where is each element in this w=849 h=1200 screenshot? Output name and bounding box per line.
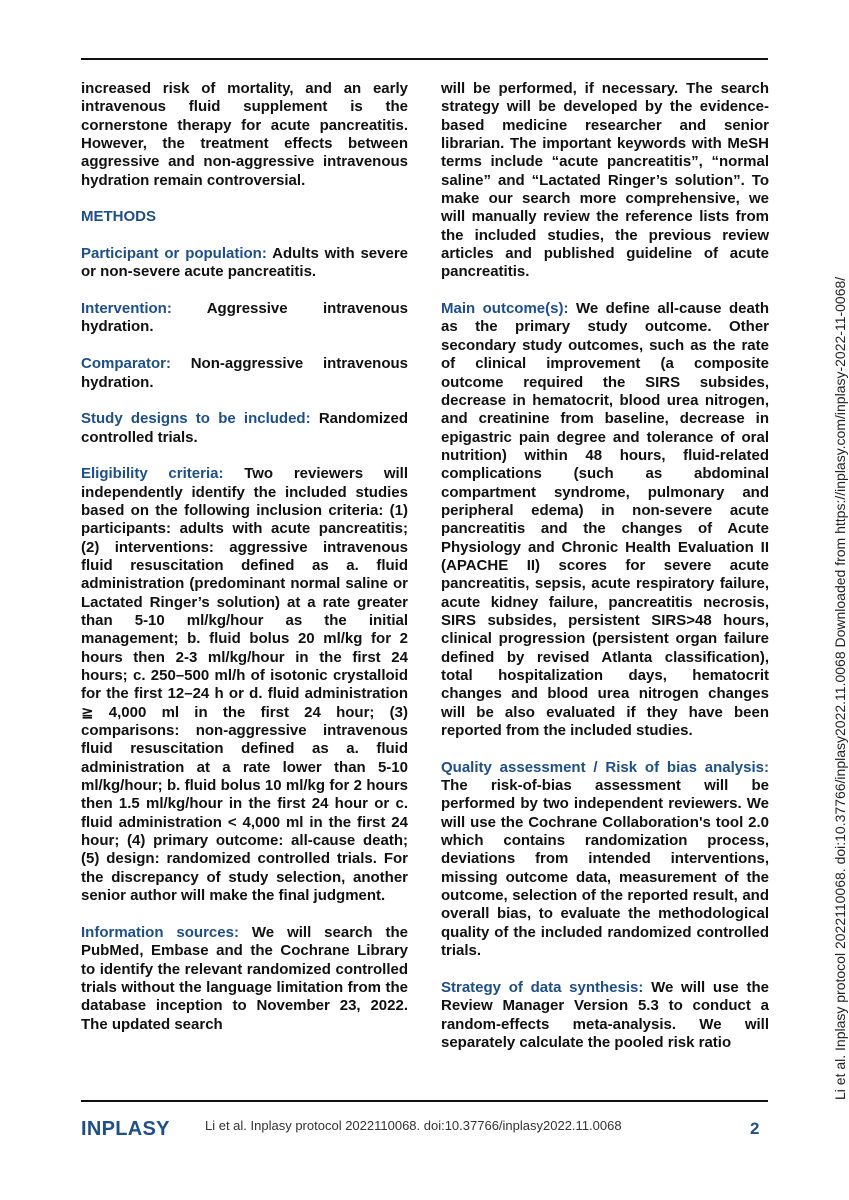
- intervention-section: [81, 300, 408, 337]
- information-section: [81, 924, 408, 1034]
- header-rule: [81, 58, 768, 60]
- study-designs-label: Study designs to be included:: [81, 410, 311, 428]
- information-text: We will search the PubMed, Embase and the Cochrane Library to identify the relevant randomized controlled trials without the language limitation from the database inception to November 23, 2022. The updated search: [81, 923, 408, 1033]
- intervention-label: Intervention:: [81, 300, 172, 318]
- synthesis-text: We will use the Review Manager Version 5.3 to conduct a random-effects meta-analysis. We will separately calculate the pooled risk ratio: [441, 978, 769, 1051]
- search-continuation: will be performed, if necessary. The search strategy will be developed by the evidence-based medicine researcher and senior librarian. The important keywords with MeSH terms include “acute pancreatitis”, “normal saline” and “Lactated Ringer’s solution”. To make our search more comprehensive, we will manually review the reference lists from the included studies, the previous review articles and published guideline of acute pancreatitis.: [441, 80, 769, 281]
- comparator-section: [81, 355, 408, 392]
- right-column: [441, 80, 769, 1052]
- eligibility-label: Eligibility criteria:: [81, 465, 224, 483]
- eligibility-text: Two reviewers will independently identify the included studies based on the following inclusion criteria: (1) participants: adults with acute pancreatitis; (2) interventions: aggressive intravenous fluid resuscitation defined as a. fluid administration (predominant normal saline or Lactated Ringer’s solution) at a rate greater than 5-10 ml/kg/hour as the initial management; b. fluid bolus 20 ml/kg for 2 hours then 2-3 ml/kg/hour in the first 24 hours; c. 250–500 ml/h of isotonic crystalloid for the first 12–24 h or d. fluid administration ≧ 4,000 ml in the first 24 hour; (3) comparisons: non-aggressive intravenous fluid resuscitation defined as a. fluid administration at a rate lower than 5-10 ml/kg/hour; b. fluid bolus 10 ml/kg for 2 hours then 1.5 ml/kg/hour in the first 24 hour or c. fluid administration < 4,000 ml in the first 24 hour; (4) primary outcome: all-cause death; (5) design: randomized controlled trials. For the discrepancy of study selection, another senior author will make the final judgment.: [81, 465, 408, 905]
- intervention-text: Aggressive intravenous hydration.: [81, 300, 408, 336]
- study-designs-section: [81, 410, 408, 447]
- participant-text: Adults with severe or non-severe acute pancreatitis.: [81, 245, 408, 281]
- footer-citation: Li et al. Inplasy protocol 2022110068. doi:10.37766/inplasy2022.11.0068: [205, 1118, 622, 1133]
- footer-rule: [81, 1100, 768, 1102]
- outcome-section: [441, 300, 769, 740]
- left-column: [81, 80, 408, 1034]
- page-number: 2: [750, 1119, 760, 1138]
- inplasy-logo: INPLASY: [81, 1118, 170, 1140]
- outcome-label: Main outcome(s):: [441, 300, 569, 318]
- quality-section: [441, 759, 769, 961]
- comparator-text: Non-aggressive intravenous hydration.: [81, 355, 408, 391]
- participant-label: Participant or population:: [81, 245, 267, 263]
- study-designs-text: Randomized controlled trials.: [81, 410, 408, 446]
- download-sidebar: Li et al. Inplasy protocol 2022110068. doi:10.37766/inplasy2022.11.0068 Downloaded from https://inplasy.com/inplasy-2022-11-0068/: [832, 276, 848, 1100]
- methods-heading: METHODS: [81, 208, 156, 226]
- comparator-label: Comparator:: [81, 355, 172, 373]
- synthesis-label: Strategy of data synthesis:: [441, 978, 644, 996]
- outcome-text: We define all-cause death as the primary study outcome. Other secondary study outcomes, such as the rate of clinical improvement (a composite outcome required the SIRS subsides, decrease in hematocrit, blood urea nitrogen, and creatinine from baseline, decrease in epigastric pain degree and tolerance of oral nutrition) within 48 hours, fluid-related complications (such as abdominal compartment syndrome, pulmonary and peripheral edema) in non-severe acute pancreatitis and the changes of Acute Physiology and Chronic Health Evaluation II (APACHE II) scores for severe acute pancreatitis, sepsis, acute respiratory failure, acute kidney failure, pancreatitis necrosis, SIRS subsides, persistent SIRS>48 hours, clinical progression (persistent organ failure defined by revised Atlanta classification), total hospitalization days, hematocrit changes and blood urea nitrogen changes will be also evaluated if they have been reported from the included studies.: [441, 300, 770, 740]
- eligibility-section: [81, 465, 408, 905]
- intro-paragraph: increased risk of mortality, and an early intravenous fluid supplement is the cornerstone therapy for acute pancreatitis. However, the treatment effects between aggressive and non-aggressive intravenous hydration remain controversial.: [81, 80, 408, 189]
- synthesis-section: [441, 979, 769, 1052]
- quality-text: The risk-of-bias assessment will be performed by two independent reviewers. We will use the Cochrane Collaboration's tool 2.0 which contains randomization process, deviations from intended interventions, missing outcome data, measurement of the outcome, selection of the reported result, and overall bias, to evaluate the methodological quality of the included randomized controlled trials.: [441, 777, 769, 960]
- information-label: Information sources:: [81, 923, 239, 941]
- participant-section: [81, 245, 408, 282]
- quality-label: Quality assessment / Risk of bias analysis:: [441, 758, 769, 776]
